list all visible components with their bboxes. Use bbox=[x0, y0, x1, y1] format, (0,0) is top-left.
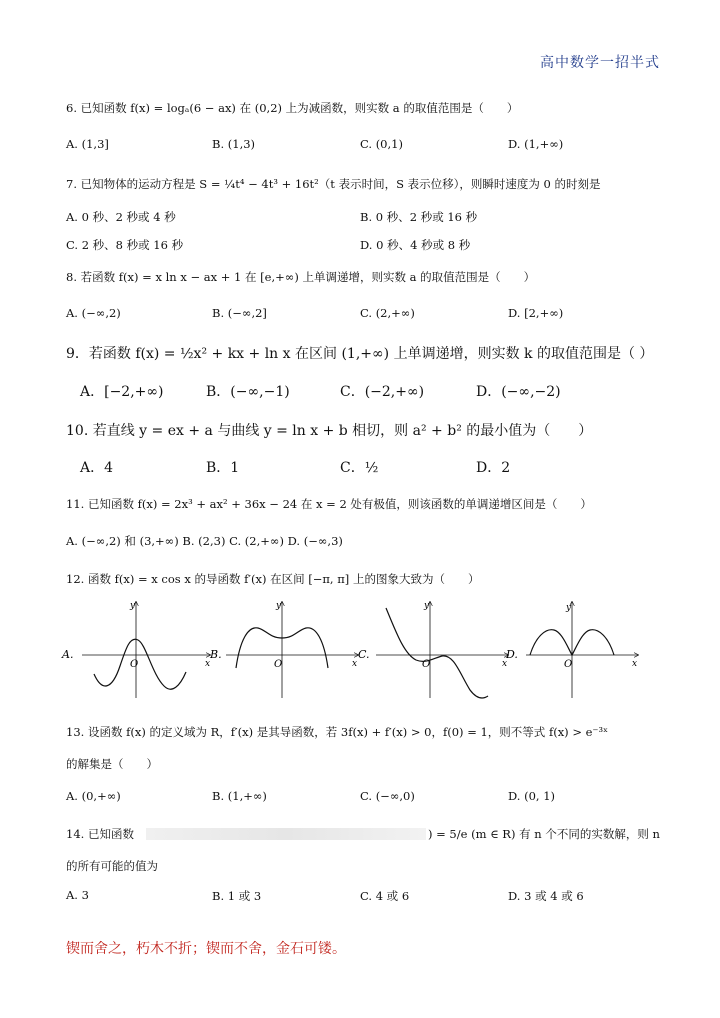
graph-d-y-label: y bbox=[566, 603, 572, 613]
question-8-option-a[interactable]: A. (−∞,2) bbox=[66, 306, 121, 320]
graph-d-x-label: x bbox=[632, 659, 638, 669]
graph-b-y-label: y bbox=[276, 601, 282, 611]
graph-a-y-label: y bbox=[130, 601, 136, 611]
question-10-stem: 10. 若直线 y = ex + a 与曲线 y = ln x + b 相切，则 a² + b² 的最小值为（ ） bbox=[66, 423, 593, 439]
graph-c-x-label: x bbox=[502, 659, 508, 669]
question-7-option-d[interactable]: D. 0 秒、4 秒或 8 秒 bbox=[360, 238, 471, 252]
question-14-option-c[interactable]: C. 4 或 6 bbox=[360, 889, 410, 903]
question-14-option-b[interactable]: B. 1 或 3 bbox=[212, 889, 262, 903]
graph-c-curve bbox=[386, 608, 488, 698]
question-14-stem-continued: 的所有可能的值为 bbox=[66, 859, 158, 873]
question-9-option-b[interactable]: B．(−∞,−1) bbox=[206, 384, 290, 400]
question-14-stem-start: 14. 已知函数 bbox=[66, 827, 134, 841]
question-9-stem: 9．若函数 f(x) = ½x² + kx + ln x 在区间 (1,+∞) 上单调递增，则实数 k 的取值范围是（ ） bbox=[66, 346, 654, 362]
graph-a-curve bbox=[94, 639, 186, 689]
graph-b-x-label: x bbox=[352, 659, 358, 669]
question-9-option-c[interactable]: C．(−2,+∞) bbox=[340, 384, 425, 400]
question-14-stem-end: ) = 5/e (m ∈ R) 有 n 个不同的实数解，则 n bbox=[428, 827, 660, 841]
page-header: 高中数学一招半式 bbox=[540, 55, 660, 71]
graph-c-y-label: y bbox=[424, 601, 430, 611]
question-10-option-c[interactable]: C．½ bbox=[340, 460, 379, 476]
graph-d[interactable] bbox=[505, 602, 638, 698]
graph-b-label: B. bbox=[210, 648, 222, 661]
question-8-option-b[interactable]: B. (−∞,2] bbox=[212, 306, 267, 320]
question-14-option-a[interactable]: A. 3 bbox=[66, 888, 89, 902]
graph-a-x-label: x bbox=[205, 659, 211, 669]
question-11-options[interactable]: A. (−∞,2) 和 (3,+∞) B. (2,3) C. (2,+∞) D. (−∞,3) bbox=[66, 534, 343, 548]
question-7-option-a[interactable]: A. 0 秒、2 秒或 4 秒 bbox=[66, 210, 176, 224]
graph-a[interactable] bbox=[61, 601, 210, 698]
question-13-option-b[interactable]: B. (1,+∞) bbox=[212, 789, 267, 803]
question-9-option-a[interactable]: A．[−2,+∞) bbox=[80, 384, 164, 400]
question-14-option-d[interactable]: D. 3 或 4 或 6 bbox=[508, 889, 584, 903]
graph-b[interactable] bbox=[209, 601, 358, 698]
question-6-option-c[interactable]: C. (0,1) bbox=[360, 137, 403, 151]
graph-c-origin: O bbox=[422, 659, 431, 670]
question-13-option-c[interactable]: C. (−∞,0) bbox=[360, 789, 415, 803]
question-8-option-d[interactable]: D. [2,+∞) bbox=[508, 306, 564, 320]
question-13-option-a[interactable]: A. (0,+∞) bbox=[66, 789, 121, 803]
question-6-option-b[interactable]: B. (1,3) bbox=[212, 137, 256, 151]
question-13-stem: 13. 设函数 f(x) 的定义域为 R，f′(x) 是其导函数，若 3f(x) + f′(x) > 0，f(0) = 1，则不等式 f(x) > e⁻³ˣ bbox=[66, 725, 608, 739]
graph-c-label: C. bbox=[358, 648, 370, 661]
question-12-stem: 12. 函数 f(x) = x cos x 的导函数 f′(x) 在区间 [−π, π] 上的图象大致为（ ） bbox=[66, 572, 480, 586]
question-7-option-b[interactable]: B. 0 秒、2 秒或 16 秒 bbox=[360, 210, 478, 224]
question-10-option-a[interactable]: A．4 bbox=[80, 460, 114, 476]
question-10-option-b[interactable]: B．1 bbox=[206, 460, 240, 476]
question-6-option-d[interactable]: D. (1,+∞) bbox=[508, 137, 564, 151]
graph-a-origin: O bbox=[130, 659, 139, 670]
graph-d-origin: O bbox=[564, 659, 573, 670]
question-11-stem: 11. 已知函数 f(x) = 2x³ + ax² + 36x − 24 在 x = 2 处有极值，则该函数的单调递增区间是（ ） bbox=[66, 497, 592, 511]
question-13-option-d[interactable]: D. (0, 1) bbox=[508, 789, 556, 803]
question-9-option-d[interactable]: D．(−∞,−2) bbox=[476, 384, 561, 400]
question-12-graphs bbox=[60, 596, 660, 700]
question-14-obscured-formula bbox=[146, 828, 426, 840]
graph-b-origin: O bbox=[274, 659, 283, 670]
graph-a-label: A. bbox=[62, 648, 74, 661]
graph-d-label: D. bbox=[506, 648, 518, 661]
graph-c[interactable] bbox=[358, 601, 508, 698]
page-footer-quote: 锲而舍之，朽木不折；锲而不舍，金石可镂。 bbox=[66, 941, 346, 957]
question-8-option-c[interactable]: C. (2,+∞) bbox=[360, 306, 415, 320]
question-7-option-c[interactable]: C. 2 秒、8 秒或 16 秒 bbox=[66, 238, 184, 252]
question-6-option-a[interactable]: A. (1,3] bbox=[66, 137, 109, 151]
question-8-stem: 8. 若函数 f(x) = x ln x − ax + 1 在 [e,+∞) 上单调递增，则实数 a 的取值范围是（ ） bbox=[66, 270, 536, 284]
question-7-stem: 7. 已知物体的运动方程是 S = ¼t⁴ − 4t³ + 16t²（t 表示时间，S 表示位移），则瞬时速度为 0 的时刻是 bbox=[66, 177, 601, 191]
question-6-stem: 6. 已知函数 f(x) = logₐ(6 − ax) 在 (0,2) 上为减函数，则实数 a 的取值范围是（ ） bbox=[66, 101, 519, 115]
question-10-option-d[interactable]: D．2 bbox=[476, 460, 511, 476]
question-13-stem-continued: 的解集是（ ） bbox=[66, 757, 158, 771]
